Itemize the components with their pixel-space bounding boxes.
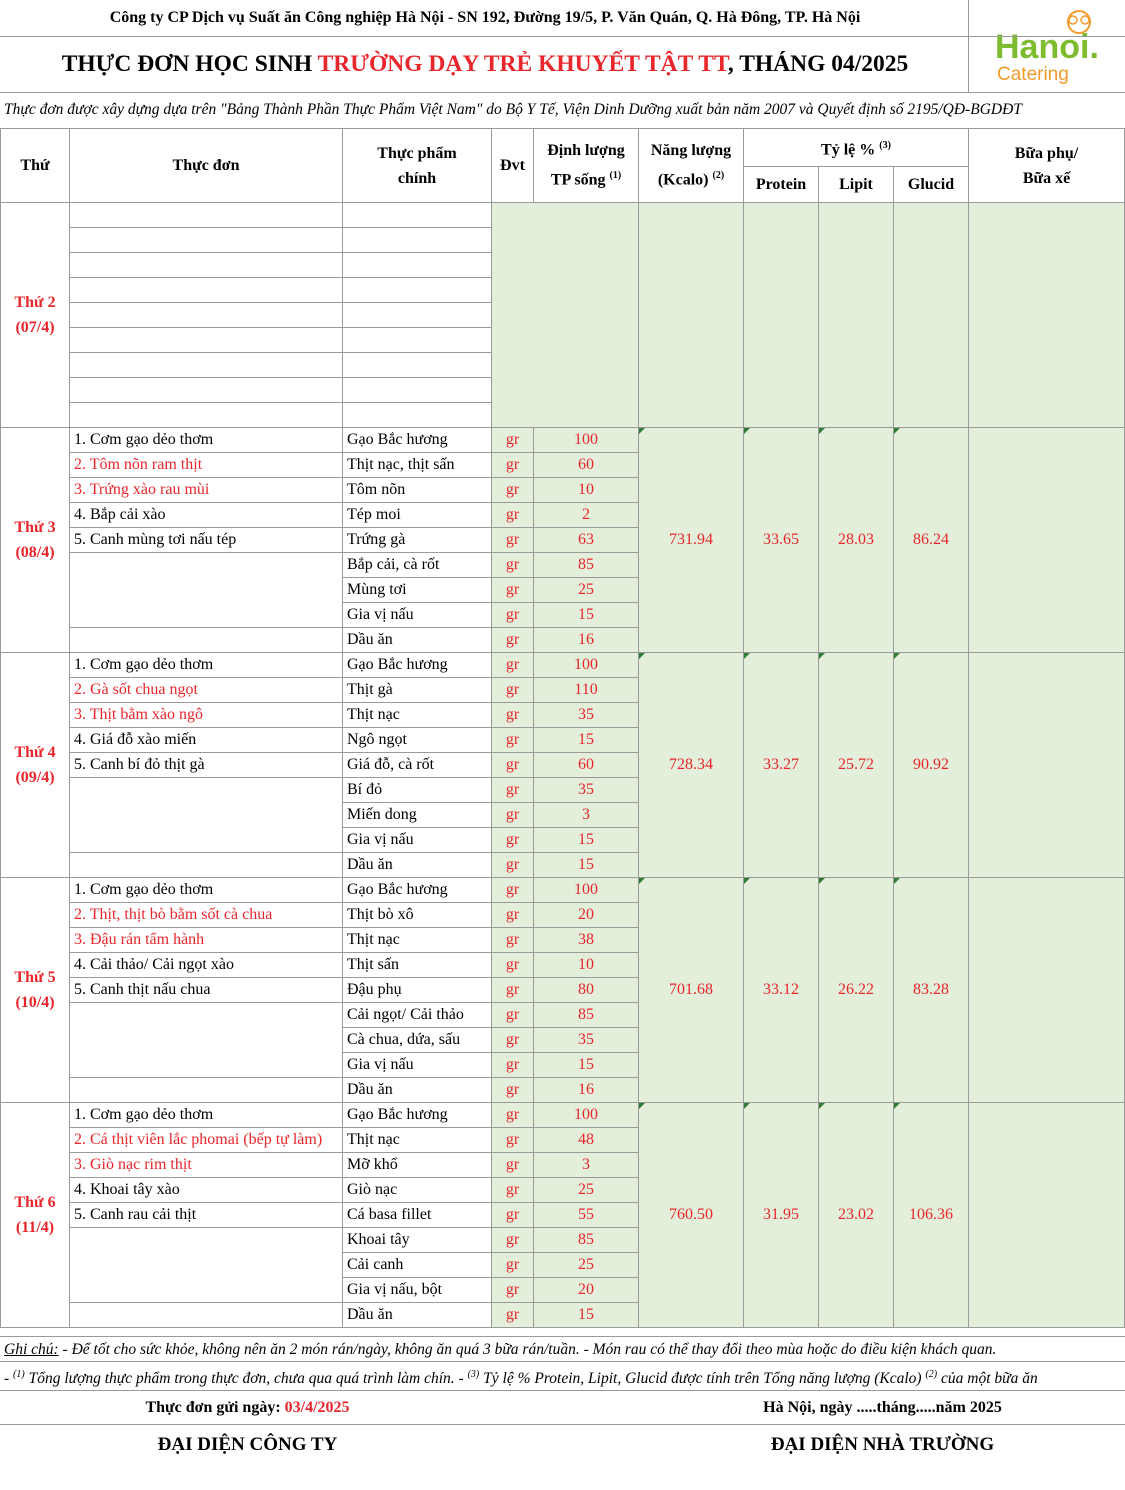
dish-cell: 1. Cơm gạo dẻo thơm	[70, 1103, 343, 1128]
snack-cell	[969, 428, 1125, 653]
dish-cell: 4. Giá đỗ xào miến	[70, 728, 343, 753]
dish-cell: 3. Đậu rán tẩm hành	[70, 928, 343, 953]
col-qty: Định lượng TP sống $^{(1)}$	[534, 129, 639, 203]
snack-cell	[969, 878, 1125, 1103]
unit-cell: gr	[492, 803, 534, 828]
qty-cell: 15	[534, 1303, 639, 1328]
glucid-cell: 83.28	[894, 878, 969, 1103]
unit-cell: gr	[492, 603, 534, 628]
qty-cell: 35	[534, 1028, 639, 1053]
qty-cell: 15	[534, 1053, 639, 1078]
dish-cell	[70, 1003, 343, 1028]
unit-cell: gr	[492, 978, 534, 1003]
qty-cell: 20	[534, 1278, 639, 1303]
dish-cell: 5. Canh rau cải thịt	[70, 1203, 343, 1228]
lipit-cell: 28.03	[819, 428, 894, 653]
glucid-cell	[894, 203, 969, 428]
qty-cell: 80	[534, 978, 639, 1003]
qty-cell: 60	[534, 753, 639, 778]
energy-cell	[639, 203, 744, 428]
dish-cell	[70, 203, 343, 228]
table-row	[1, 428, 1125, 453]
unit-cell: gr	[492, 453, 534, 478]
dish-cell: 2. Cá thịt viên lắc phomai (bếp tự làm)	[70, 1128, 343, 1153]
ingredient-cell: Gạo Bắc hương	[343, 428, 492, 453]
qty-cell: 10	[534, 953, 639, 978]
ingredient-cell	[343, 228, 492, 253]
note-label: Ghi chú:	[4, 1341, 59, 1358]
table-row	[1, 203, 1125, 228]
protein-cell	[744, 203, 819, 428]
ingredient-cell	[343, 278, 492, 303]
energy-cell: 731.94	[639, 428, 744, 653]
logo-text-top: Hanoi.	[995, 28, 1099, 66]
col-day: Thứ	[1, 129, 70, 203]
unit-cell: gr	[492, 1253, 534, 1278]
unit-cell: gr	[492, 528, 534, 553]
logo-text-bottom: Catering	[997, 64, 1069, 85]
col-protein: Protein	[744, 167, 819, 203]
unit-cell: gr	[492, 578, 534, 603]
qty-cell: 35	[534, 778, 639, 803]
unit-cell: gr	[492, 953, 534, 978]
snack-cell	[969, 653, 1125, 878]
ingredient-cell: Gia vị nấu	[343, 603, 492, 628]
hanoi-catering-logo	[975, 6, 1120, 88]
ingredient-cell: Dầu ăn	[343, 1303, 492, 1328]
protein-cell: 33.27	[744, 653, 819, 878]
qty-cell: 60	[534, 453, 639, 478]
dish-cell: 4. Cải thảo/ Cải ngọt xào	[70, 953, 343, 978]
qty-cell: 15	[534, 853, 639, 878]
dish-cell: 3. Thịt bằm xào ngô	[70, 703, 343, 728]
page-title	[0, 38, 970, 90]
title-prefix: THỰC ĐƠN HỌC SINH	[61, 51, 318, 77]
qty-cell: 2	[534, 503, 639, 528]
dish-cell	[70, 253, 343, 278]
empty-cell	[492, 203, 639, 428]
ingredient-cell: Dầu ăn	[343, 1078, 492, 1103]
ingredient-cell: Miến dong	[343, 803, 492, 828]
dish-cell	[70, 303, 343, 328]
ingredient-cell: Bí đỏ	[343, 778, 492, 803]
protein-cell: 31.95	[744, 1103, 819, 1328]
unit-cell: gr	[492, 1303, 534, 1328]
qty-cell: 85	[534, 1003, 639, 1028]
dish-cell	[70, 1078, 343, 1103]
unit-cell: gr	[492, 1028, 534, 1053]
unit-cell: gr	[492, 1103, 534, 1128]
dish-cell	[70, 1278, 343, 1303]
ingredient-cell	[343, 203, 492, 228]
table-header	[1, 129, 1125, 203]
qty-cell: 100	[534, 428, 639, 453]
unit-cell: gr	[492, 1178, 534, 1203]
ingredient-cell: Tôm nõn	[343, 478, 492, 503]
unit-cell: gr	[492, 853, 534, 878]
ingredient-cell: Mỡ khổ	[343, 1153, 492, 1178]
day-cell: Thứ 6 (11/4)	[1, 1103, 70, 1328]
ingredient-cell	[343, 353, 492, 378]
dish-cell	[70, 778, 343, 803]
unit-cell: gr	[492, 878, 534, 903]
lipit-cell: 25.72	[819, 653, 894, 878]
ingredient-cell	[343, 328, 492, 353]
qty-cell: 85	[534, 1228, 639, 1253]
dish-cell	[70, 328, 343, 353]
energy-cell: 760.50	[639, 1103, 744, 1328]
col-energy: Năng lượng (Kcalo) $^{(2)}$	[639, 129, 744, 203]
col-lipit: Lipit	[819, 167, 894, 203]
day-cell: Thứ 2 (07/4)	[1, 203, 70, 428]
dish-cell	[70, 1053, 343, 1078]
dish-cell: 5. Canh bí đỏ thịt gà	[70, 753, 343, 778]
dish-cell: 1. Cơm gạo dẻo thơm	[70, 653, 343, 678]
ingredient-cell: Thịt nạc	[343, 1128, 492, 1153]
dish-cell	[70, 1028, 343, 1053]
unit-cell: gr	[492, 1078, 534, 1103]
ingredient-cell: Giò nạc	[343, 1178, 492, 1203]
unit-cell: gr	[492, 478, 534, 503]
unit-cell: gr	[492, 753, 534, 778]
dish-cell: 3. Trứng xào rau mùi	[70, 478, 343, 503]
ingredient-cell: Thịt sấn	[343, 953, 492, 978]
title-school: TRƯỜNG DẠY TRẺ KHUYẾT TẬT TT	[317, 51, 728, 77]
qty-cell: 110	[534, 678, 639, 703]
protein-cell: 33.65	[744, 428, 819, 653]
dish-cell: 5. Canh thịt nấu chua	[70, 978, 343, 1003]
ingredient-cell: Cá basa fillet	[343, 1203, 492, 1228]
ingredient-cell: Gạo Bắc hương	[343, 1103, 492, 1128]
snack-cell	[969, 1103, 1125, 1328]
dish-cell: 1. Cơm gạo dẻo thơm	[70, 428, 343, 453]
unit-cell: gr	[492, 503, 534, 528]
col-snack: Bữa phụ/ Bữa xế	[969, 129, 1125, 203]
ingredient-cell: Mùng tơi	[343, 578, 492, 603]
dish-cell: 5. Canh mùng tơi nấu tép	[70, 528, 343, 553]
company-address: Công ty CP Dịch vụ Suất ăn Công nghiệp Hà Nội - SN 192, Đường 19/5, P. Văn Quán, Q. Hà Đông, TP. Hà Nội	[109, 9, 861, 26]
ingredient-cell: Cà chua, dứa, sấu	[343, 1028, 492, 1053]
unit-cell: gr	[492, 1228, 534, 1253]
unit-cell: gr	[492, 903, 534, 928]
col-ingredient: Thực phẩm chính	[343, 129, 492, 203]
ingredient-cell: Gia vị nấu	[343, 828, 492, 853]
ingredient-cell: Thịt nạc, thịt sấn	[343, 453, 492, 478]
ingredient-cell	[343, 403, 492, 428]
dish-cell	[70, 553, 343, 578]
ingredient-cell: Thịt gà	[343, 678, 492, 703]
title-suffix: , THÁNG 04/2025	[727, 51, 909, 77]
ingredient-cell: Gạo Bắc hương	[343, 653, 492, 678]
ingredient-cell: Thịt nạc	[343, 703, 492, 728]
qty-cell: 15	[534, 728, 639, 753]
ingredient-cell: Dầu ăn	[343, 853, 492, 878]
qty-cell: 55	[534, 1203, 639, 1228]
qty-cell: 100	[534, 1103, 639, 1128]
qty-cell: 100	[534, 653, 639, 678]
ingredient-cell	[343, 253, 492, 278]
ingredient-cell: Bắp cải, cà rốt	[343, 553, 492, 578]
dish-cell	[70, 1303, 343, 1328]
unit-cell: gr	[492, 728, 534, 753]
dish-cell	[70, 628, 343, 653]
unit-cell: gr	[492, 678, 534, 703]
unit-cell: gr	[492, 1153, 534, 1178]
qty-cell: 16	[534, 1078, 639, 1103]
ingredient-cell: Gạo Bắc hương	[343, 878, 492, 903]
qty-cell: 63	[534, 528, 639, 553]
unit-cell: gr	[492, 703, 534, 728]
snack-cell	[969, 203, 1125, 428]
col-glucid: Glucid	[894, 167, 969, 203]
note-line-2: - $^{(1)}$ Tổng lượng thực phẩm trong thực đơn, chưa qua quá trình làm chín. - $^{(3)}$ Tỷ lệ % Protein, Lipit, Glucid được tính trên Tổng năng lượng (Kcalo) $^{(2)}$ của một bữa ăn	[4, 1369, 1038, 1388]
qty-cell: 3	[534, 803, 639, 828]
ingredient-cell: Trứng gà	[343, 528, 492, 553]
qty-cell: 16	[534, 628, 639, 653]
dish-cell: 2. Thịt, thịt bò bằm sốt cà chua	[70, 903, 343, 928]
dish-cell	[70, 828, 343, 853]
qty-cell: 25	[534, 578, 639, 603]
ingredient-cell: Giá đỗ, cà rốt	[343, 753, 492, 778]
unit-cell: gr	[492, 1053, 534, 1078]
unit-cell: gr	[492, 1128, 534, 1153]
dish-cell	[70, 1253, 343, 1278]
place-date: Hà Nội, ngày .....tháng.....năm 2025	[763, 1399, 1002, 1416]
ingredient-cell: Ngô ngọt	[343, 728, 492, 753]
dish-cell	[70, 803, 343, 828]
col-unit: Đvt	[492, 129, 534, 203]
unit-cell: gr	[492, 553, 534, 578]
ingredient-cell: Đậu phụ	[343, 978, 492, 1003]
dish-cell	[70, 578, 343, 603]
unit-cell: gr	[492, 828, 534, 853]
qty-cell: 100	[534, 878, 639, 903]
qty-cell: 25	[534, 1253, 639, 1278]
intro-text: Thực đơn được xây dựng dựa trên "Bảng Thành Phần Thực Phẩm Việt Nam" do Bộ Y Tế, Viện Dinh Dưỡng xuất bản năm 2007 và Quyết định số 2195/QĐ-BGDĐT	[4, 101, 1022, 118]
ingredient-cell	[343, 303, 492, 328]
unit-cell: gr	[492, 1003, 534, 1028]
lipit-cell: 26.22	[819, 878, 894, 1103]
ingredient-cell: Thịt bò xô	[343, 903, 492, 928]
dish-cell	[70, 228, 343, 253]
dish-cell: 4. Khoai tây xào	[70, 1178, 343, 1203]
glucid-cell: 90.92	[894, 653, 969, 878]
ingredient-cell: Dầu ăn	[343, 628, 492, 653]
unit-cell: gr	[492, 1203, 534, 1228]
qty-cell: 85	[534, 553, 639, 578]
qty-cell: 25	[534, 1178, 639, 1203]
lipit-cell: 23.02	[819, 1103, 894, 1328]
qty-cell: 15	[534, 828, 639, 853]
day-cell: Thứ 5 (10/4)	[1, 878, 70, 1103]
energy-cell: 728.34	[639, 653, 744, 878]
unit-cell: gr	[492, 628, 534, 653]
dish-cell: 2. Gà sốt chua ngọt	[70, 678, 343, 703]
energy-cell: 701.68	[639, 878, 744, 1103]
unit-cell: gr	[492, 653, 534, 678]
sent-date: Thực đơn gửi ngày: 03/4/2025	[145, 1399, 350, 1416]
unit-cell: gr	[492, 1278, 534, 1303]
qty-cell: 10	[534, 478, 639, 503]
ingredient-cell: Gia vị nấu	[343, 1053, 492, 1078]
qty-cell: 20	[534, 903, 639, 928]
company-representative: ĐẠI DIỆN CÔNG TY	[157, 1434, 338, 1455]
ingredient-cell: Tép moi	[343, 503, 492, 528]
table-row	[1, 653, 1125, 678]
table-row	[1, 1103, 1125, 1128]
qty-cell: 3	[534, 1153, 639, 1178]
note-line-1: Ghi chú: - Để tốt cho sức khỏe, không nên ăn 2 món rán/ngày, không ăn quá 3 bữa rán/tuần. - Món rau có thể thay đổi theo mùa hoặc do điều kiện khách quan.	[4, 1341, 997, 1358]
dish-cell	[70, 1228, 343, 1253]
protein-cell: 33.12	[744, 878, 819, 1103]
dish-cell: 3. Giò nạc rim thịt	[70, 1153, 343, 1178]
ingredient-cell: Thịt nạc	[343, 928, 492, 953]
ingredient-cell: Cải ngọt/ Cải thảo	[343, 1003, 492, 1028]
unit-cell: gr	[492, 778, 534, 803]
table-row	[1, 878, 1125, 903]
ingredient-cell: Cải canh	[343, 1253, 492, 1278]
dish-cell	[70, 853, 343, 878]
dish-cell: 2. Tôm nõn ram thịt	[70, 453, 343, 478]
dish-cell: 4. Bắp cải xào	[70, 503, 343, 528]
day-cell: Thứ 3 (08/4)	[1, 428, 70, 653]
dish-cell: 1. Cơm gạo dẻo thơm	[70, 878, 343, 903]
qty-cell: 15	[534, 603, 639, 628]
qty-cell: 35	[534, 703, 639, 728]
dish-cell	[70, 353, 343, 378]
ingredient-cell: Gia vị nấu, bột	[343, 1278, 492, 1303]
glucid-cell: 86.24	[894, 428, 969, 653]
qty-cell: 48	[534, 1128, 639, 1153]
dish-cell	[70, 278, 343, 303]
ingredient-cell	[343, 378, 492, 403]
qty-cell: 38	[534, 928, 639, 953]
dish-cell	[70, 378, 343, 403]
dish-cell	[70, 603, 343, 628]
dish-cell	[70, 403, 343, 428]
menu-table	[0, 128, 1125, 1328]
unit-cell: gr	[492, 428, 534, 453]
ingredient-cell: Khoai tây	[343, 1228, 492, 1253]
school-representative: ĐẠI DIỆN NHÀ TRƯỜNG	[770, 1434, 995, 1455]
col-ratio: Tỷ lệ % $^{(3)}$	[744, 129, 969, 167]
glucid-cell: 106.36	[894, 1103, 969, 1328]
col-menu: Thực đơn	[70, 129, 343, 203]
unit-cell: gr	[492, 928, 534, 953]
lipit-cell	[819, 203, 894, 428]
day-cell: Thứ 4 (09/4)	[1, 653, 70, 878]
